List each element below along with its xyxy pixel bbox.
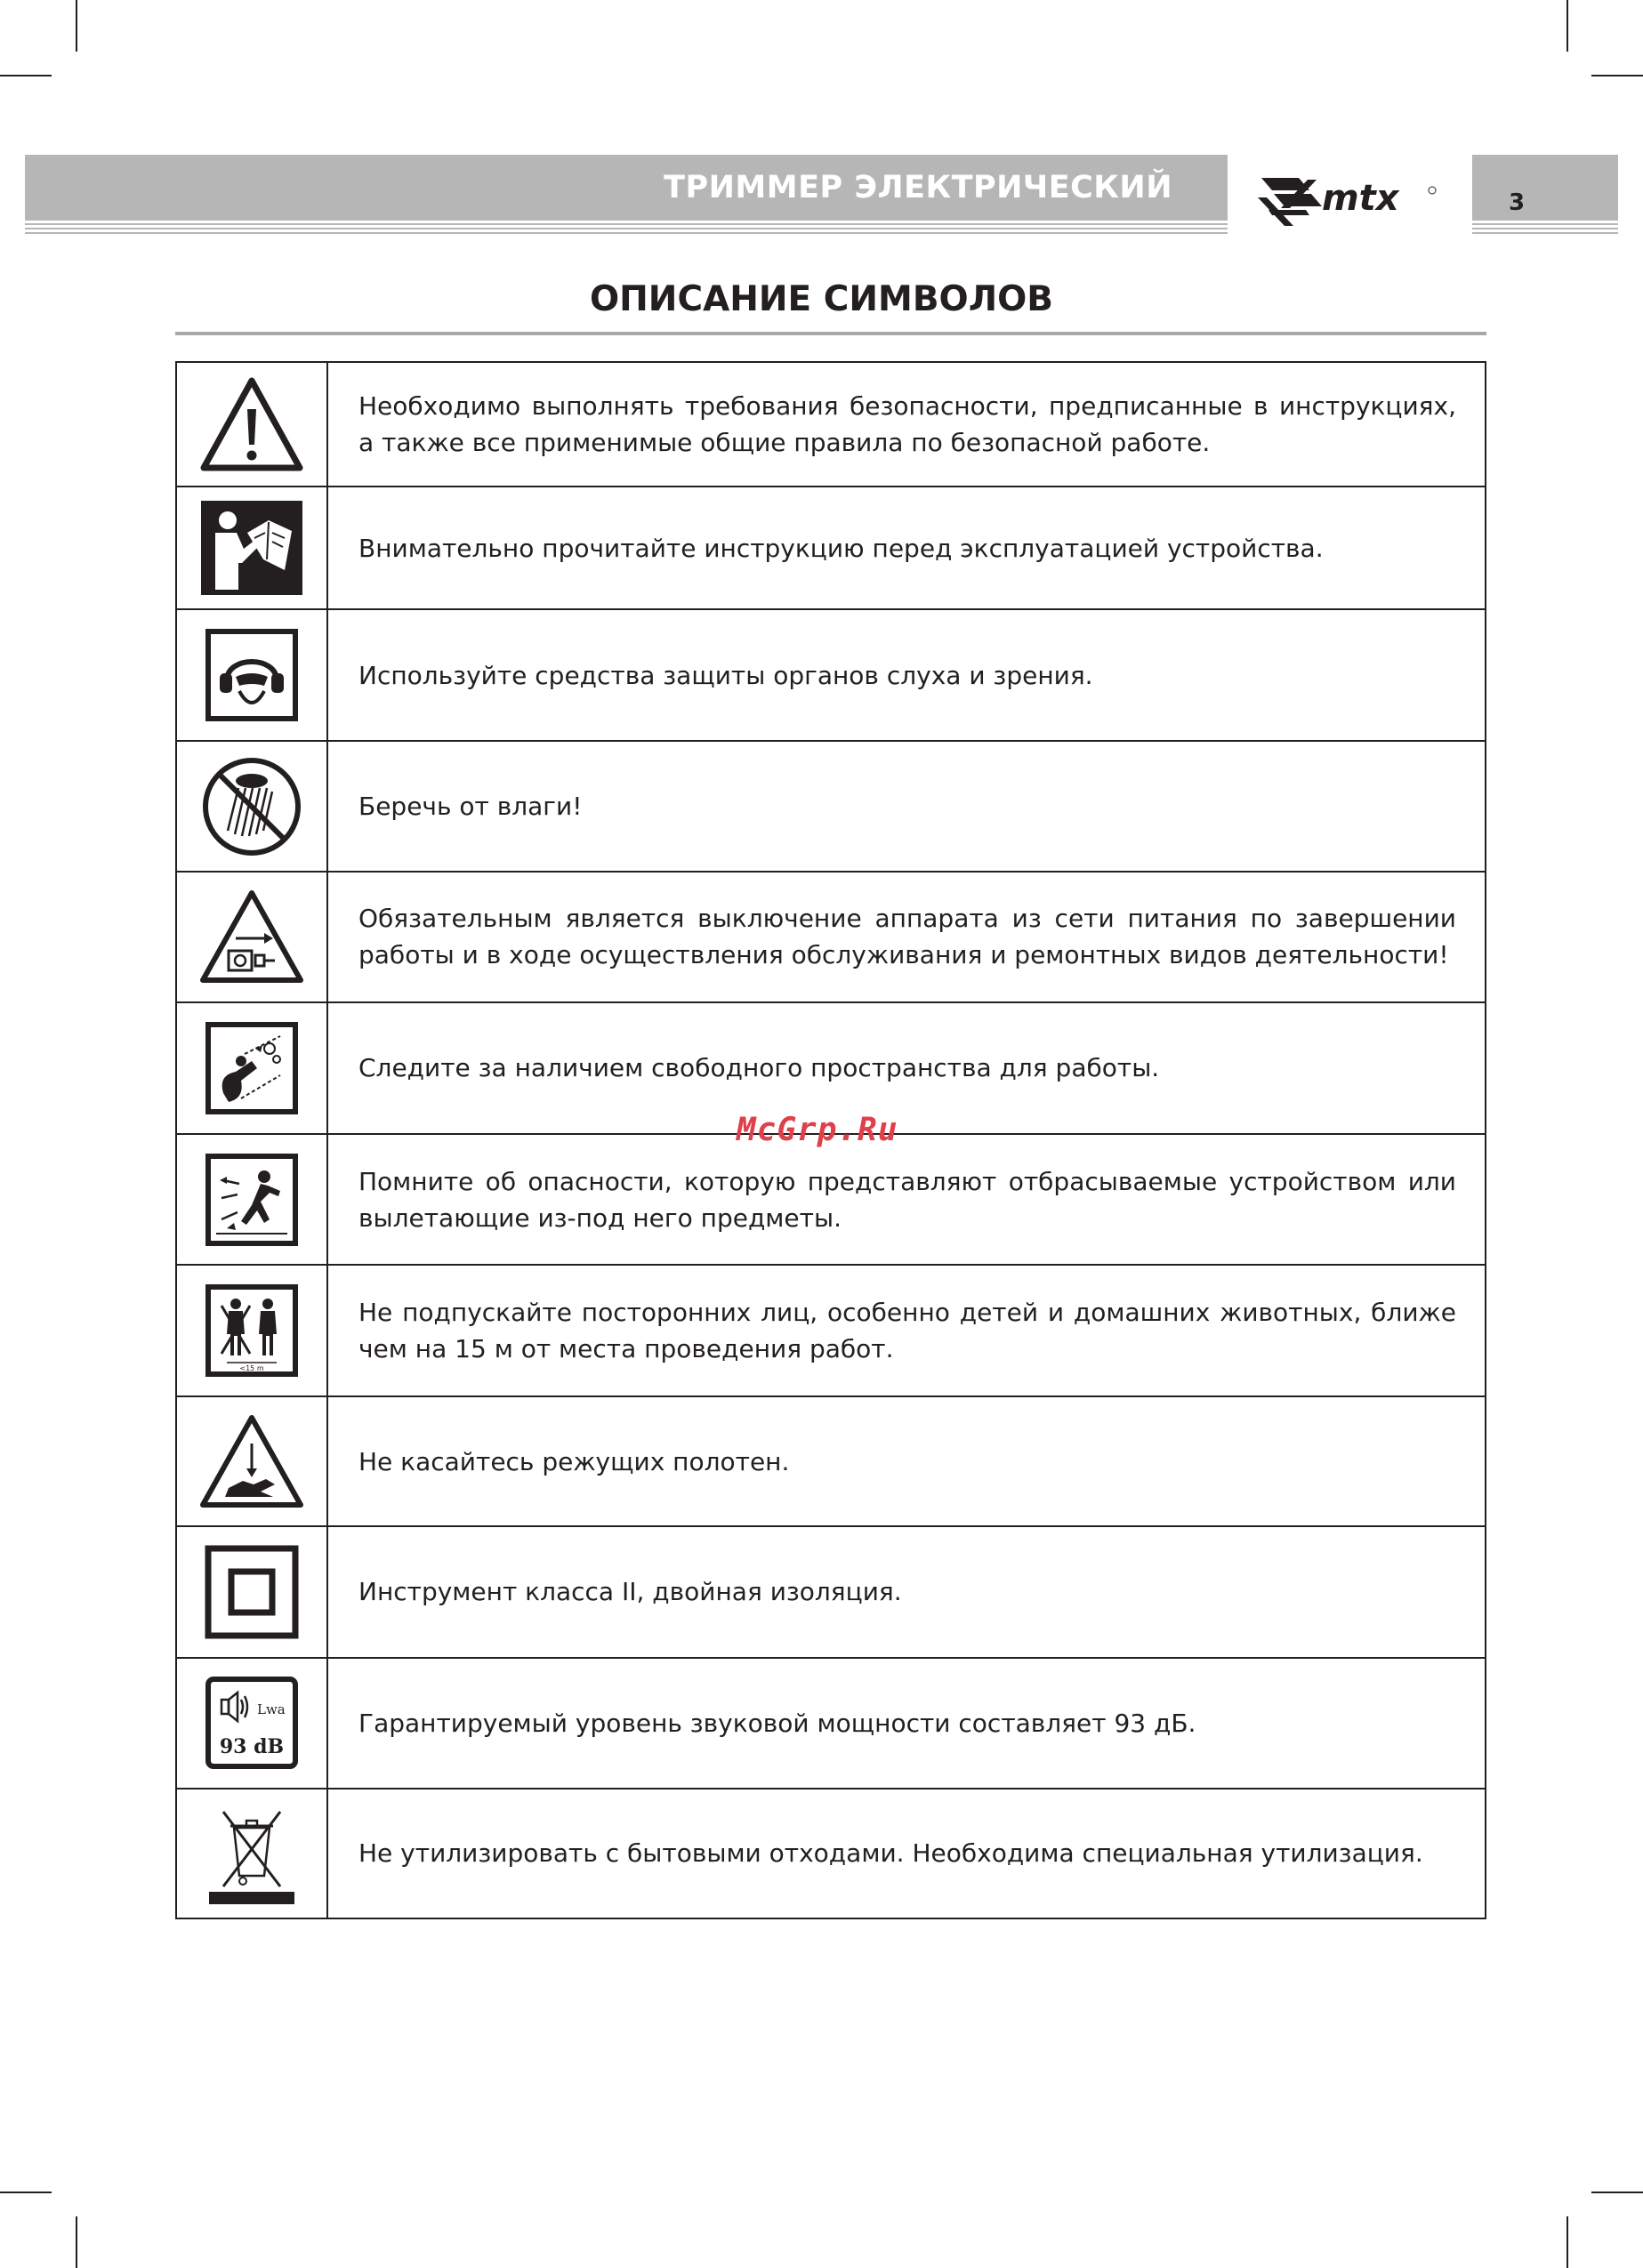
- symbol-row: [176, 487, 1486, 609]
- symbol-icon-cell: [176, 1002, 327, 1134]
- symbol-description: Не касайтесь режущих полотен.: [327, 1396, 1486, 1526]
- page-number-block: [1472, 155, 1618, 221]
- symbol-icon-cell: [176, 1789, 327, 1918]
- header-stripes: [25, 223, 1228, 236]
- keep-distance-icon: [205, 1284, 298, 1377]
- read-manual-icon: [201, 501, 302, 595]
- symbol-row: [176, 1789, 1486, 1918]
- header-bar: [75, 155, 1228, 221]
- symbol-row: [176, 1265, 1486, 1396]
- crop-mark: [76, 0, 77, 52]
- svg-text:Lwa: Lwa: [257, 1701, 286, 1718]
- symbol-row: [176, 362, 1486, 487]
- sound-power-icon: [205, 1677, 298, 1769]
- weee-bin-icon: [207, 1801, 296, 1906]
- free-space-icon: [205, 1022, 298, 1114]
- symbol-icon-cell: [176, 1265, 327, 1396]
- symbol-description: Инструмент класса II, двойная изоляция.: [327, 1526, 1486, 1657]
- document-title: ТРИММЕР ЭЛЕКТРИЧЕСКИЙ: [664, 170, 1172, 205]
- mtx-logo: [1254, 171, 1446, 233]
- crop-mark: [1591, 75, 1643, 76]
- unplug-warning-icon: [198, 889, 305, 985]
- symbol-description: Внимательно прочитайте инструкцию перед эксплуатацией устройства.: [327, 487, 1486, 609]
- symbol-icon-cell: [176, 872, 327, 1002]
- ear-eye-protection-icon: [205, 629, 298, 721]
- no-rain-icon: [201, 756, 302, 857]
- symbol-description: Используйте средства защиты органов слуха и зрения.: [327, 609, 1486, 741]
- thrown-objects-icon: [205, 1154, 298, 1246]
- symbol-icon-cell: [176, 609, 327, 741]
- symbol-description: Следите за наличием свободного пространства для работы.: [327, 1002, 1486, 1134]
- symbol-icon-cell: [176, 487, 327, 609]
- crop-mark: [0, 75, 52, 76]
- symbol-description: Не утилизировать с бытовыми отходами. Необходима специальная утилизация.: [327, 1789, 1486, 1918]
- class-ii-insulation-icon: [205, 1545, 299, 1639]
- svg-text:mtx: mtx: [1322, 178, 1399, 219]
- watermark: McGrp.Ru: [737, 1112, 898, 1148]
- page-number: 3: [1508, 189, 1526, 216]
- symbol-description: Гарантируемый уровень звуковой мощности составляет 93 дБ.: [327, 1658, 1486, 1789]
- symbol-icon-cell: [176, 741, 327, 871]
- symbol-description: Необходимо выполнять требования безопасности, предписанные в инструкциях, а также все применимые общие правила по безопасной работе.: [327, 362, 1486, 487]
- title-rule: [175, 332, 1486, 335]
- svg-text:<15 m: <15 m: [239, 1364, 264, 1373]
- symbol-icon-cell: [176, 1396, 327, 1526]
- mtx-logo-icon: [1254, 171, 1446, 233]
- crop-mark: [1566, 2216, 1568, 2268]
- symbol-description: Помните об опасности, которую представляют отбрасываемые устройством или вылетающие из-под него предметы.: [327, 1134, 1486, 1265]
- svg-text:93 dB: 93 dB: [219, 1735, 285, 1759]
- symbol-description: Беречь от влаги!: [327, 741, 1486, 871]
- symbol-row: [176, 609, 1486, 741]
- header-stripes-right: [1472, 223, 1618, 236]
- cut-hazard-icon: [198, 1413, 305, 1509]
- symbol-description: Обязательным является выключение аппарата из сети питания по завершении работы и в ходе осуществления обслуживания и ремонтных видов деятельности!: [327, 872, 1486, 1002]
- symbol-icon-cell: [176, 1526, 327, 1657]
- symbol-icon-cell: [176, 1134, 327, 1265]
- symbol-icon-cell: [176, 362, 327, 487]
- symbol-row: [176, 1134, 1486, 1265]
- crop-mark: [0, 2192, 52, 2193]
- crop-mark: [1591, 2192, 1643, 2193]
- symbol-description: Не подпускайте посторонних лиц, особенно детей и домашних животных, ближе чем на 15 м от места проведения работ.: [327, 1265, 1486, 1396]
- symbol-row: [176, 1396, 1486, 1526]
- crop-mark: [76, 2216, 77, 2268]
- symbol-row: [176, 1526, 1486, 1657]
- crop-mark: [1566, 0, 1568, 52]
- warning-triangle-icon: [198, 375, 305, 473]
- symbol-row: [176, 1658, 1486, 1789]
- symbol-row: [176, 741, 1486, 871]
- header-left-block: [25, 155, 75, 221]
- symbol-row: [176, 872, 1486, 1002]
- symbol-icon-cell: [176, 1658, 327, 1789]
- section-title: ОПИСАНИЕ СИМВОЛОВ: [590, 279, 1053, 319]
